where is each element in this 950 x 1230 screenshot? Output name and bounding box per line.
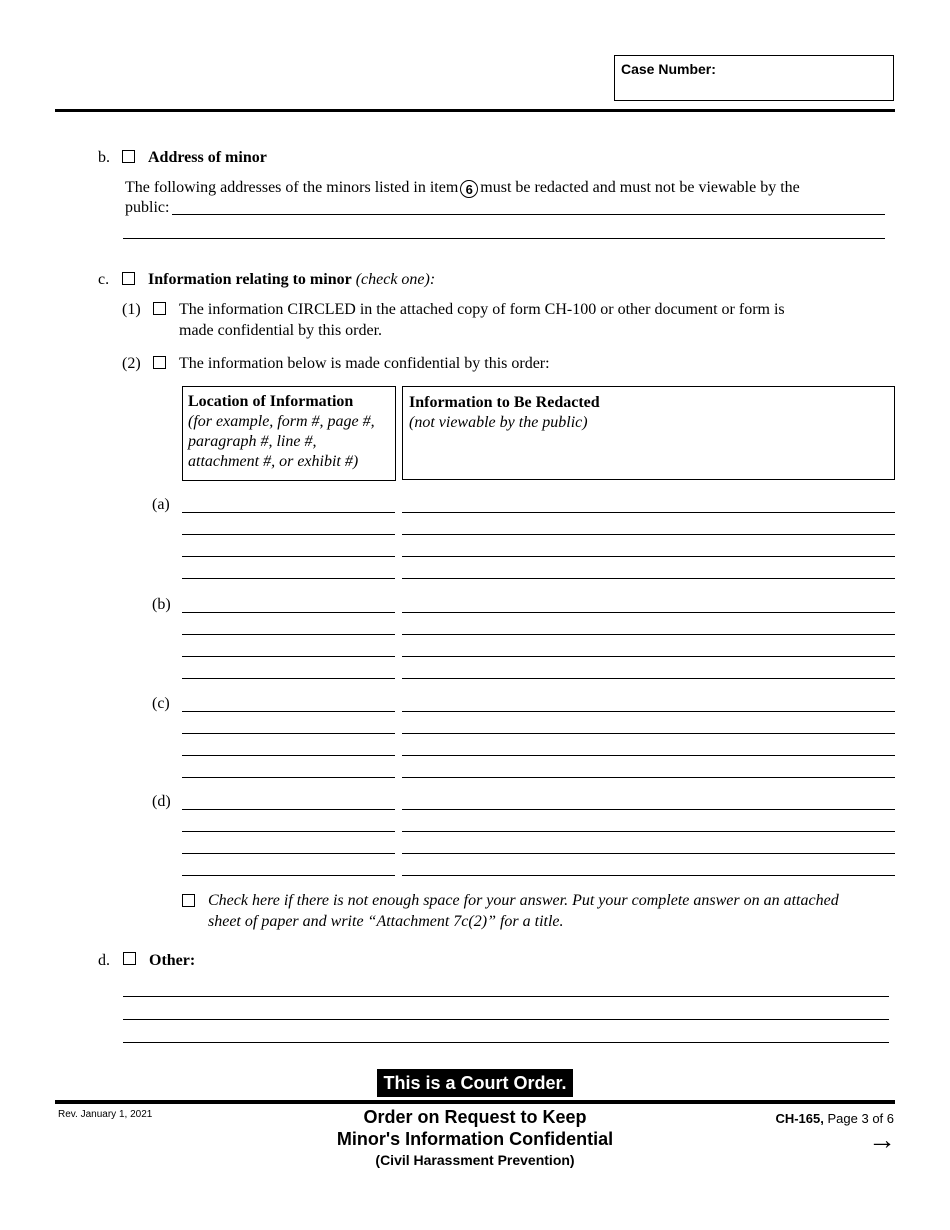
option-2-checkbox[interactable] (153, 356, 166, 369)
revision-date: Rev. January 1, 2021 (58, 1109, 153, 1120)
form-title-line-1: Order on Request to Keep (363, 1107, 587, 1127)
header-rule (55, 109, 895, 112)
item-b-title: Address of minor (148, 149, 267, 166)
row-b-redacted-line[interactable] (402, 612, 895, 613)
redacted-header-note: (not viewable by the public) (409, 414, 588, 431)
row-b-redacted-line[interactable] (402, 678, 895, 679)
row-d-redacted-line[interactable] (402, 875, 895, 876)
item-b-public-label: public: (125, 199, 170, 216)
item-c-checkbox[interactable] (122, 272, 135, 285)
item-b-answer-line-1[interactable] (172, 214, 885, 215)
row-b-location-line[interactable] (182, 656, 395, 657)
row-d-redacted-line[interactable] (402, 853, 895, 854)
next-page-arrow-icon: → (868, 1124, 896, 1155)
case-number-box[interactable] (614, 55, 894, 101)
location-header-box (182, 386, 396, 481)
row-c-location-line[interactable] (182, 733, 395, 734)
option-1-line-1: The information CIRCLED in the attached copy of form CH-100 or other document or form is (179, 301, 785, 318)
item-d-title: Other: (149, 952, 196, 969)
row-d-redacted-line[interactable] (402, 831, 895, 832)
item-c-title-note: (check one): (355, 271, 436, 288)
row-label-a: (a) (152, 496, 170, 513)
row-c-redacted-line[interactable] (402, 733, 895, 734)
location-header-title: Location of Information (188, 393, 354, 410)
item-b-text (125, 178, 885, 198)
row-a-redacted-line[interactable] (402, 512, 895, 513)
item-b-letter: b. (98, 149, 110, 166)
row-a-location-line[interactable] (182, 556, 395, 557)
row-d-location-line[interactable] (182, 831, 395, 832)
item-d-checkbox[interactable] (123, 952, 136, 965)
attachment-text-2: sheet of paper and write “Attachment 7c(2)” for a title. (208, 913, 564, 930)
row-a-location-line[interactable] (182, 578, 395, 579)
form-subtitle: (Civil Harassment Prevention) (375, 1152, 575, 1168)
item-reference-circle: 6 (460, 180, 478, 198)
item-b-text-before: The following addresses of the minors listed in item (125, 179, 459, 196)
row-a-location-line[interactable] (182, 512, 395, 513)
item-d-letter: d. (98, 952, 110, 969)
form-title-line-2: Minor's Information Confidential (336, 1129, 614, 1149)
row-b-location-line[interactable] (182, 612, 395, 613)
row-d-location-line[interactable] (182, 809, 395, 810)
row-label-b: (b) (152, 596, 171, 613)
case-number-label: Case Number: (621, 61, 716, 77)
page-number: Page 3 of 6 (827, 1111, 894, 1126)
row-d-location-line[interactable] (182, 875, 395, 876)
row-c-redacted-line[interactable] (402, 711, 895, 712)
other-answer-line[interactable] (123, 1042, 889, 1043)
row-a-location-line[interactable] (182, 534, 395, 535)
option-1-line-2: made confidential by this order. (179, 322, 383, 339)
other-answer-line[interactable] (123, 996, 889, 997)
item-c-title-row (148, 270, 435, 290)
row-c-redacted-line[interactable] (402, 755, 895, 756)
item-b-text-after: must be redacted and must not be viewable by the (480, 179, 800, 196)
item-c-letter: c. (98, 271, 110, 288)
row-b-location-line[interactable] (182, 634, 395, 635)
row-b-location-line[interactable] (182, 678, 395, 679)
row-d-location-line[interactable] (182, 853, 395, 854)
attachment-checkbox[interactable] (182, 894, 195, 907)
option-2-number: (2) (122, 355, 141, 372)
row-b-redacted-line[interactable] (402, 656, 895, 657)
row-c-location-line[interactable] (182, 755, 395, 756)
other-answer-line[interactable] (123, 1019, 889, 1020)
row-c-location-line[interactable] (182, 711, 395, 712)
court-order-banner: This is a Court Order. (377, 1069, 573, 1097)
row-a-redacted-line[interactable] (402, 578, 895, 579)
location-header-note-1: (for example, form #, page #, (188, 413, 375, 430)
form-id: CH-165, (775, 1111, 824, 1126)
row-c-redacted-line[interactable] (402, 777, 895, 778)
row-a-redacted-line[interactable] (402, 556, 895, 557)
option-2-text: The information below is made confidential by this order: (179, 355, 550, 372)
row-a-redacted-line[interactable] (402, 534, 895, 535)
row-label-d: (d) (152, 793, 171, 810)
row-label-c: (c) (152, 695, 170, 712)
row-d-redacted-line[interactable] (402, 809, 895, 810)
item-c-title: Information relating to minor (148, 271, 352, 288)
row-b-redacted-line[interactable] (402, 634, 895, 635)
option-1-number: (1) (122, 301, 141, 318)
attachment-text-1: Check here if there is not enough space for your answer. Put your complete answer on an attached (208, 892, 839, 909)
redacted-header-title: Information to Be Redacted (409, 394, 600, 411)
item-b-checkbox[interactable] (122, 150, 135, 163)
redacted-header-box (402, 386, 895, 480)
location-header-note-2: paragraph #, line #, (188, 433, 317, 450)
footer-rule (55, 1100, 895, 1104)
row-c-location-line[interactable] (182, 777, 395, 778)
location-header-note-3: attachment #, or exhibit #) (188, 453, 359, 470)
option-1-checkbox[interactable] (153, 302, 166, 315)
item-b-answer-line-2[interactable] (123, 238, 885, 239)
